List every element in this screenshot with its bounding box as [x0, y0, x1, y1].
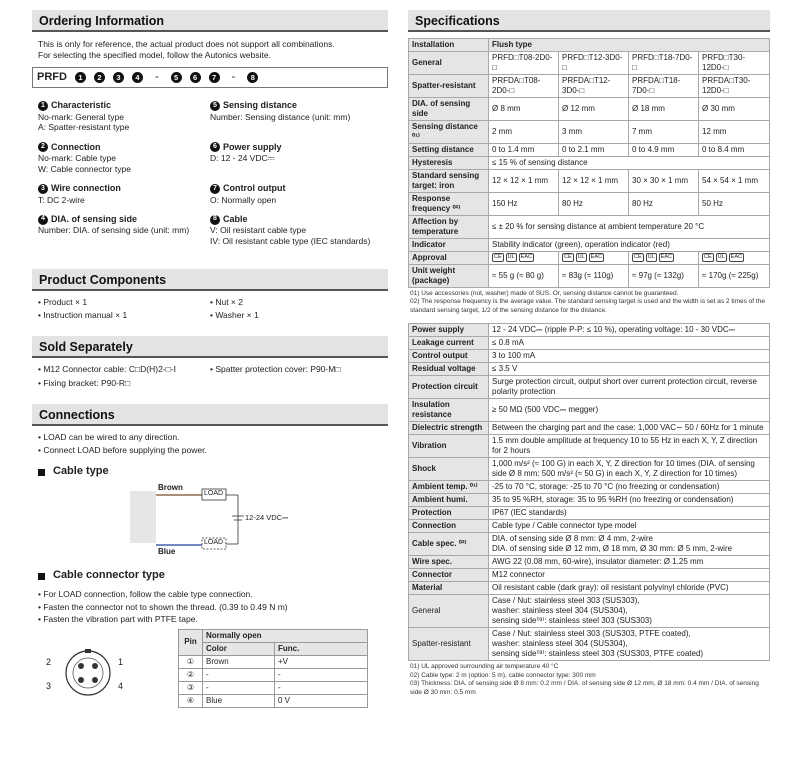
row-label: Wire spec. [409, 556, 489, 569]
value-cell: 2 mm [489, 121, 559, 144]
list-item: • For LOAD connection, follow the cable type connection. [38, 588, 253, 599]
option-control-output [210, 183, 394, 205]
components-list [32, 291, 388, 321]
list-item: • Nut × 2 [210, 296, 243, 307]
list-item: • Fasten the vibration part with PTFE tape. [38, 614, 198, 625]
ordering-section-title: Ordering Information [32, 10, 388, 32]
row-label: Standard sensing target: iron [409, 170, 489, 193]
option-title: DIA. of sensing side [51, 214, 138, 225]
load-label-top: LOAD [204, 490, 224, 498]
option-line: W: Cable connector type [38, 163, 131, 174]
table-row [409, 350, 770, 363]
row-label: Leakage current [409, 337, 489, 350]
table-row [409, 507, 770, 520]
table-row [179, 655, 368, 668]
value-cell: 3 mm [559, 121, 629, 144]
value-cell: 0 to 1.4 mm [489, 144, 559, 157]
ordering-intro [32, 32, 388, 60]
ce-mark-icon: CE [634, 254, 642, 261]
order-code-3: 3 [113, 72, 124, 83]
value-cell: AWG 22 (0.08 mm, 60-wire), insulator diameter: Ø 1.25 mm [489, 556, 770, 569]
table-row [409, 422, 770, 435]
ordering-intro-line-2: For selecting the specified model, follow the Autonics website. [38, 49, 271, 60]
row-label: General [409, 595, 489, 628]
supply-voltage-label: 12-24 VDC⎓ [245, 513, 289, 523]
value-cell: 0 to 4.9 mm [629, 144, 699, 157]
value-cell: Cable type / Cable connector type model [489, 520, 770, 533]
value-cell: 7 mm [629, 121, 699, 144]
order-code-2: 2 [94, 72, 105, 83]
row-label: Shock [409, 458, 489, 481]
table-row [409, 144, 770, 157]
table-row [179, 694, 368, 707]
value-cell: ≈ 55 g (≈ 80 g) [489, 265, 559, 288]
cable-type-diagram [32, 483, 388, 561]
row-label: Power supply [409, 324, 489, 337]
table-row [409, 239, 770, 252]
option-line: No-mark: Cable type [38, 153, 116, 163]
option-characteristic [38, 100, 210, 133]
table-row [409, 39, 770, 52]
list-item: • Connect LOAD before supplying the power. [38, 444, 207, 455]
func-cell: - [275, 668, 368, 681]
value-cell: Ø 8 mm [489, 98, 559, 121]
value-cell: 0 to 2.1 mm [559, 144, 629, 157]
connector-inner-ring [73, 658, 103, 688]
connector-pin-4 [92, 677, 98, 683]
value-cell: Case / Nut: stainless steel 303 (SUS303), washer: stainless steel 304 (SUS304), sensing side⁰³⁾: stainless steel 303 (SUS303) [489, 595, 770, 628]
table-row [179, 668, 368, 681]
value-cell: 30 × 30 × 1 mm [629, 170, 699, 193]
table-row [409, 193, 770, 216]
list-item: • M12 Connector cable: C□D(H)2-□-I [38, 363, 176, 374]
value-cell: ≈ 170g (≈ 225g) [699, 265, 770, 288]
table-row [409, 582, 770, 595]
list-item: • Product × 1 [38, 296, 88, 307]
value-cell: 150 Hz [489, 193, 559, 216]
load-label-bottom: LOAD [204, 539, 224, 547]
square-bullet-icon [38, 469, 45, 476]
option-line: O: Normally open [210, 194, 277, 205]
table-row [409, 376, 770, 399]
option-title: Cable [223, 214, 248, 225]
option-line: A: Spatter-resistant type [38, 122, 130, 133]
order-code-5: 5 [171, 72, 182, 83]
eac-mark-icon: EAC [660, 254, 672, 261]
row-label: General [409, 52, 489, 75]
model-cell: PRFD□T30-12D0-□ [699, 52, 770, 75]
option-dia-sensing-side [38, 214, 210, 247]
order-code-dash-1: - [154, 70, 159, 83]
list-item: • Instruction manual × 1 [38, 310, 128, 321]
option-line: V: Oil resistant cable type [210, 225, 307, 236]
list-item: • Fixing bracket: P90-R□ [38, 377, 131, 388]
specs-table-models [408, 38, 770, 288]
row-label: Vibration [409, 435, 489, 458]
approval-cell [559, 252, 629, 265]
pin-cell: ③ [179, 681, 203, 694]
row-label: Material [409, 582, 489, 595]
option-line: No-mark: General type [38, 111, 124, 122]
sold-list [32, 358, 388, 388]
color-cell: - [203, 668, 275, 681]
table-row [409, 494, 770, 507]
order-code-8: 8 [247, 72, 258, 83]
option-title: Control output [223, 183, 286, 194]
row-label: Residual voltage [409, 363, 489, 376]
option-number: 3 [38, 184, 48, 194]
connector-outer-ring [66, 651, 110, 695]
option-wire-connection [38, 183, 210, 205]
list-item: • Washer × 1 [210, 310, 259, 321]
footnote: 01) UL approved surrounding air temperature 40 °C [410, 663, 559, 671]
option-number: 4 [38, 215, 48, 225]
left-column [32, 10, 388, 711]
option-title: Wire connection [51, 183, 121, 194]
blue-wire-label: Blue [158, 547, 176, 557]
row-label: Insulation resistance [409, 399, 489, 422]
table-row [409, 363, 770, 376]
value-cell: 12 × 12 × 1 mm [559, 170, 629, 193]
square-bullet-icon [38, 573, 45, 580]
model-cell: PRFDA□T08-2D0-□ [489, 75, 559, 98]
ce-mark-icon: CE [704, 254, 712, 261]
connector-bullets [32, 583, 388, 625]
table-row [409, 121, 770, 144]
table-row [409, 75, 770, 98]
order-code-6: 6 [190, 72, 201, 83]
ul-mark-icon: UL [647, 254, 655, 261]
table-row [409, 170, 770, 193]
eac-mark-icon: EAC [730, 254, 742, 261]
value-cell: 50 Hz [699, 193, 770, 216]
installation-value: Flush type [489, 39, 770, 52]
row-label: DIA. of sensing side [409, 98, 489, 121]
table-row [409, 595, 770, 628]
eac-mark-icon: EAC [520, 254, 532, 261]
table-row [409, 337, 770, 350]
connector-pin-2 [78, 663, 84, 669]
components-section-title: Product Components [32, 269, 388, 291]
value-cell: ≤ ± 20 % for sensing distance at ambient temperature 20 °C [489, 216, 770, 239]
row-label: Control output [409, 350, 489, 363]
connections-section-title: Connections [32, 404, 388, 426]
option-number: 8 [210, 215, 220, 225]
value-cell: M12 connector [489, 569, 770, 582]
row-label: Setting distance [409, 144, 489, 157]
order-code-dash-2: - [231, 70, 236, 83]
pin-col-header: Pin [179, 629, 203, 655]
connector-key [85, 649, 91, 653]
value-cell: 80 Hz [559, 193, 629, 216]
order-code-4: 4 [132, 72, 143, 83]
table-row [409, 98, 770, 121]
value-cell: 54 × 54 × 1 mm [699, 170, 770, 193]
option-title: Characteristic [51, 100, 112, 111]
footnote: 03) Thickness: DIA. of sensing side Ø 8 mm: 0.2 mm / DIA. of sensing side Ø 12 mm, Ø 18 mm: 0.4 mm / DIA. of sensing side Ø 30 mm: 0.5 mm [410, 680, 759, 696]
option-cable [210, 214, 394, 247]
table-row [409, 399, 770, 422]
connector-pin-1 [92, 663, 98, 669]
normally-open-header: Normally open [203, 629, 368, 642]
footnote: 02) Cable type: 2 m (option: 5 m), cable connector type: 300 mm [410, 671, 596, 679]
pin-label-4: 4 [118, 680, 124, 691]
sold-section-title: Sold Separately [32, 336, 388, 358]
option-line: Number: DIA. of sensing side (unit: mm) [38, 225, 190, 236]
value-cell: ≤ 0.8 mA [489, 337, 770, 350]
value-cell: Stability indicator (green), operation indicator (red) [489, 239, 770, 252]
table-row [409, 520, 770, 533]
eac-mark-icon: EAC [590, 254, 602, 261]
option-line: T: DC 2-wire [38, 194, 85, 205]
row-label: Protection [409, 507, 489, 520]
color-col-header: Color [203, 642, 275, 655]
ce-mark-icon: CE [494, 254, 502, 261]
table-row [409, 628, 770, 661]
pin-cell: ① [179, 655, 203, 668]
specs-table-general [408, 323, 770, 661]
ordering-intro-line-1: This is only for reference, the actual product does not support all combinations. [38, 39, 335, 49]
order-code-box [32, 67, 388, 88]
value-cell: 1.5 mm double amplitude at frequency 10 to 55 Hz in each X, Y, Z direction for 2 hours [489, 435, 770, 458]
approval-cell [629, 252, 699, 265]
value-cell: 0 to 8.4 mm [699, 144, 770, 157]
model-cell: PRFDA□T30-12D0-□ [699, 75, 770, 98]
model-cell: PRFD□T08-2D0-□ [489, 52, 559, 75]
order-code-7: 7 [209, 72, 220, 83]
connector-pin-3 [78, 677, 84, 683]
row-label: Sensing distance ⁰¹⁾ [409, 121, 489, 144]
order-code-1: 1 [75, 72, 86, 83]
value-cell: 80 Hz [629, 193, 699, 216]
specs-footnotes-1 [408, 288, 770, 315]
table-row [409, 265, 770, 288]
value-cell: Between the charging part and the case: 1,000 VAC∼ 50 / 60Hz for 1 minute [489, 422, 770, 435]
row-label: Installation [409, 39, 489, 52]
value-cell: ≈ 83g (≈ 110g) [559, 265, 629, 288]
ul-mark-icon: UL [717, 254, 725, 261]
connector-pinout-svg [32, 629, 142, 711]
cable-type-heading [38, 465, 388, 479]
connector-type-title: Cable connector type [53, 569, 165, 582]
row-label: Spatter-resistant [409, 75, 489, 98]
pin-label-2: 2 [46, 656, 52, 667]
footnote: 01) Use accessories (nut, washer) made of SUS. Or, sensing distance cannot be guaranteed. [410, 290, 679, 297]
model-cell: PRFD□T18-7D0-□ [629, 52, 699, 75]
value-cell: 12 × 12 × 1 mm [489, 170, 559, 193]
model-cell: PRFDA□T12-3D0-□ [559, 75, 629, 98]
row-label: Ambient humi. [409, 494, 489, 507]
model-cell: PRFDA□T18-7D0-□ [629, 75, 699, 98]
row-label: Hysteresis [409, 157, 489, 170]
specs-table-body [409, 324, 770, 661]
option-line: D: 12 - 24 VDC⎓ [210, 153, 275, 163]
right-column [408, 10, 770, 697]
table-row [409, 324, 770, 337]
value-cell: ≈ 97g (≈ 132g) [629, 265, 699, 288]
table-row [409, 458, 770, 481]
value-cell: Ø 30 mm [699, 98, 770, 121]
row-label: Unit weight (package) [409, 265, 489, 288]
value-cell: 1,000 m/s² (≈ 100 G) in each X, Y, Z direction for 10 times (DIA. of sensing side Ø 8 mm: 500 m/s² (≈ 50 G) in each X, Y, Z direction for 10 times) [489, 458, 770, 481]
approval-cell [699, 252, 770, 265]
list-item [210, 378, 394, 389]
specs-footnotes-2 [408, 661, 770, 697]
sensor-body-shape [130, 491, 156, 543]
model-cell: PRFD□T12-3D0-□ [559, 52, 629, 75]
row-label: Dielectric strength [409, 422, 489, 435]
ce-mark-icon: CE [564, 254, 572, 261]
option-power-supply [210, 142, 394, 175]
option-title: Connection [51, 141, 101, 152]
color-cell: Brown [203, 655, 275, 668]
table-row [409, 52, 770, 75]
row-label: Spatter-resistant [409, 628, 489, 661]
value-cell: 12 mm [699, 121, 770, 144]
value-cell: Surge protection circuit, output short over current protection circuit, reverse polarity protection [489, 376, 770, 399]
table-row [409, 569, 770, 582]
table-row [409, 481, 770, 494]
option-number: 5 [210, 101, 220, 111]
connector-section [32, 629, 388, 711]
pin-cell: ④ [179, 694, 203, 707]
table-row [409, 533, 770, 556]
value-cell: ≤ 3.5 V [489, 363, 770, 376]
color-cell: - [203, 681, 275, 694]
list-item: • Fasten the connector not to shown the thread. (0.39 to 0.49 N m) [38, 601, 288, 612]
value-cell: 12 - 24 VDC⎓ (ripple P-P: ≤ 10 %), operating voltage: 10 - 30 VDC⎓ [489, 324, 770, 337]
table-row [409, 556, 770, 569]
option-connection [38, 142, 210, 175]
list-item: • LOAD can be wired to any direction. [38, 432, 180, 443]
table-row [409, 435, 770, 458]
func-cell: - [275, 681, 368, 694]
row-label: Response frequency ⁰²⁾ [409, 193, 489, 216]
option-title: Sensing distance [223, 100, 298, 111]
value-cell: ≤ 15 % of sensing distance [489, 157, 770, 170]
brown-wire-label: Brown [158, 483, 183, 493]
order-code-prefix: PRFD [37, 70, 67, 83]
option-line: IV: Oil resistant cable type (IEC standards) [210, 236, 371, 246]
value-cell: Oil resistant cable (dark gray): oil resistant polyvinyl chloride (PVC) [489, 582, 770, 595]
connections-bullets [32, 426, 388, 455]
value-cell: -25 to 70 °C, storage: -25 to 70 °C (no freezing or condensation) [489, 481, 770, 494]
ordering-options [32, 100, 388, 246]
table-row [179, 681, 368, 694]
value-cell: Ø 18 mm [629, 98, 699, 121]
row-label: Cable spec. ⁰²⁾ [409, 533, 489, 556]
value-cell: IP67 (IEC standards) [489, 507, 770, 520]
row-label: Ambient temp. ⁰¹⁾ [409, 481, 489, 494]
row-label: Protection circuit [409, 376, 489, 399]
pin-label-1: 1 [118, 656, 124, 667]
row-label: Indicator [409, 239, 489, 252]
row-label: Affection by temperature [409, 216, 489, 239]
option-number: 7 [210, 184, 220, 194]
pin-table [178, 629, 368, 708]
value-cell: Ø 12 mm [559, 98, 629, 121]
table-row [409, 252, 770, 265]
option-number: 6 [210, 142, 220, 152]
row-label: Connector [409, 569, 489, 582]
pin-label-3: 3 [46, 680, 52, 691]
ul-mark-icon: UL [577, 254, 585, 261]
value-cell: DIA. of sensing side Ø 8 mm: Ø 4 mm, 2-wire DIA. of sensing side Ø 12 mm, Ø 18 mm, Ø 30 mm: Ø 5 mm, 2-wire [489, 533, 770, 556]
option-number: 1 [38, 101, 48, 111]
option-title: Power supply [223, 141, 282, 152]
func-cell: 0 V [275, 694, 368, 707]
cable-type-title: Cable type [53, 465, 109, 478]
value-cell: 3 to 100 mA [489, 350, 770, 363]
option-sensing-distance [210, 100, 394, 133]
func-col-header: Func. [275, 642, 368, 655]
list-item: • Spatter protection cover: P90-M□ [210, 363, 341, 374]
option-number: 2 [38, 142, 48, 152]
footnote: 02) The response frequency is the average value. The standard sensing target is used and the width is set as 2 times of the standard sensing target, 1/2 of the sensing distance for the distance. [410, 298, 765, 314]
value-cell: ≥ 50 MΩ (500 VDC⎓ megger) [489, 399, 770, 422]
func-cell: +V [275, 655, 368, 668]
option-line: Number: Sensing distance (unit: mm) [210, 111, 351, 122]
value-cell: 35 to 95 %RH, storage: 35 to 95 %RH (no freezing or condensation) [489, 494, 770, 507]
row-label: Approval [409, 252, 489, 265]
row-label: Connection [409, 520, 489, 533]
approval-cell [489, 252, 559, 265]
color-cell: Blue [203, 694, 275, 707]
pin-cell: ② [179, 668, 203, 681]
ul-mark-icon: UL [507, 254, 515, 261]
table-row [409, 157, 770, 170]
specifications-section-title: Specifications [408, 10, 770, 32]
value-cell: Case / Nut: stainless steel 303 (SUS303, PTFE coated), washer: stainless steel 304 (SUS304), sensing side⁰³⁾: stainless steel 303 (SUS303, PTFE coated) [489, 628, 770, 661]
connector-type-heading [38, 569, 388, 583]
table-row [409, 216, 770, 239]
